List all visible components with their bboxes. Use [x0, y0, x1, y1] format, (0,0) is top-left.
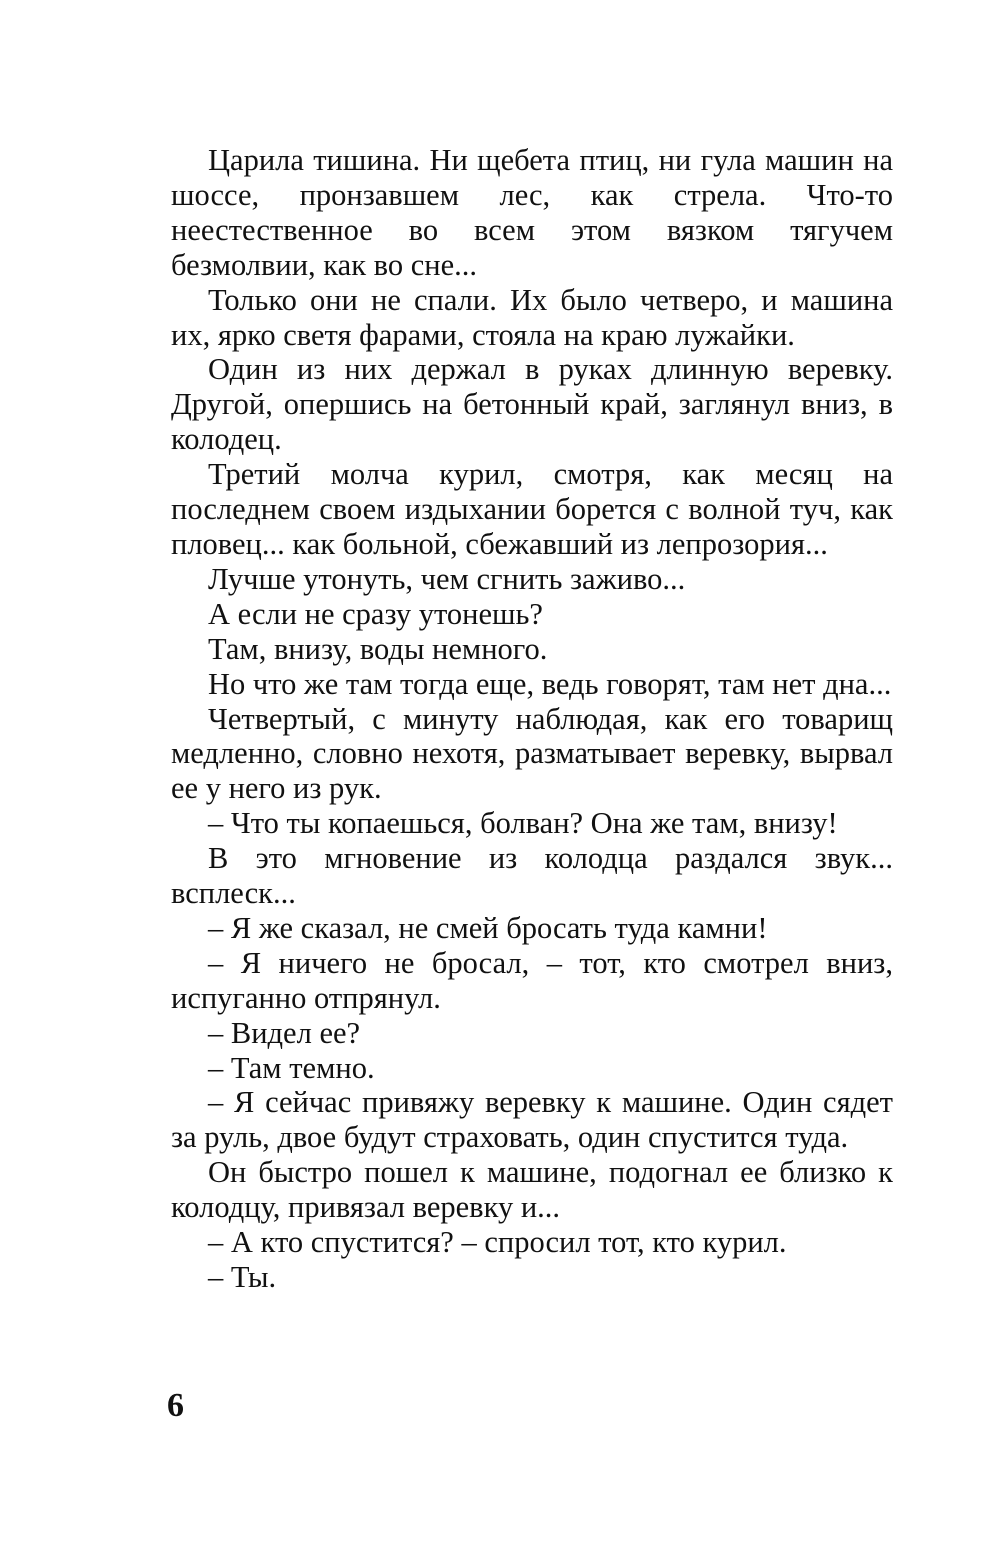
paragraph: Царила тишина. Ни щебета птиц, ни гула машин на шоссе, пронзавшем лес, как стрела. Что-то неестественное во всем этом вязком тягучем безмолвии, как во сне... — [171, 143, 893, 282]
paragraph: В это мгновение из колодца раздался звук... всплеск... — [171, 841, 893, 911]
paragraph: Но что же там тогда еще, ведь говорят, там нет дна... — [208, 666, 892, 701]
dialogue-line: – Я же сказал, не смей бросать туда камни! — [208, 910, 768, 945]
paragraph: Он быстро пошел к машине, подогнал ее близко к колодцу, привязал веревку и... — [171, 1155, 893, 1225]
page-number: 6 — [167, 1387, 184, 1424]
paragraph: А если не сразу утонешь? — [208, 596, 543, 631]
paragraph: Лучше утонуть, чем сгнить заживо... — [208, 561, 686, 596]
paragraph: Четвертый, с минуту наблюдая, как его товарищ медленно, словно нехотя, разматывает веревку, вырвал ее у него из рук. — [171, 701, 893, 806]
dialogue-line: – А кто спустится? – спросил тот, кто курил. — [208, 1225, 787, 1260]
dialogue-line: – Что ты копаешься, болван? Она же там, внизу! — [208, 806, 838, 841]
dialogue-line: – Я ничего не бросал, – тот, кто смотрел вниз, испуганно отпрянул. — [171, 945, 893, 1015]
paragraph: Там, внизу, воды немного. — [208, 631, 548, 666]
dialogue-line: – Ты. — [208, 1260, 277, 1294]
dialogue-line: – Я сейчас привяжу веревку к машине. Один сядет за руль, двое будут страховать, один спустится туда. — [171, 1085, 893, 1155]
paragraph: Один из них держал в руках длинную веревку. Другой, опершись на бетонный край, заглянул вниз, в колодец. — [171, 352, 893, 457]
body-text — [171, 143, 893, 1295]
dialogue-line: – Видел ее? — [208, 1015, 361, 1050]
dialogue-line: – Там темно. — [208, 1050, 375, 1085]
paragraph: Третий молча курил, смотря, как месяц на последнем своем издыхании борется с волной туч, как пловец... как больной, сбежавший из лепрозория... — [171, 457, 893, 561]
paragraph: Только они не спали. Их было четверо, и машина их, ярко светя фарами, стояла на краю лужайки. — [171, 282, 893, 352]
